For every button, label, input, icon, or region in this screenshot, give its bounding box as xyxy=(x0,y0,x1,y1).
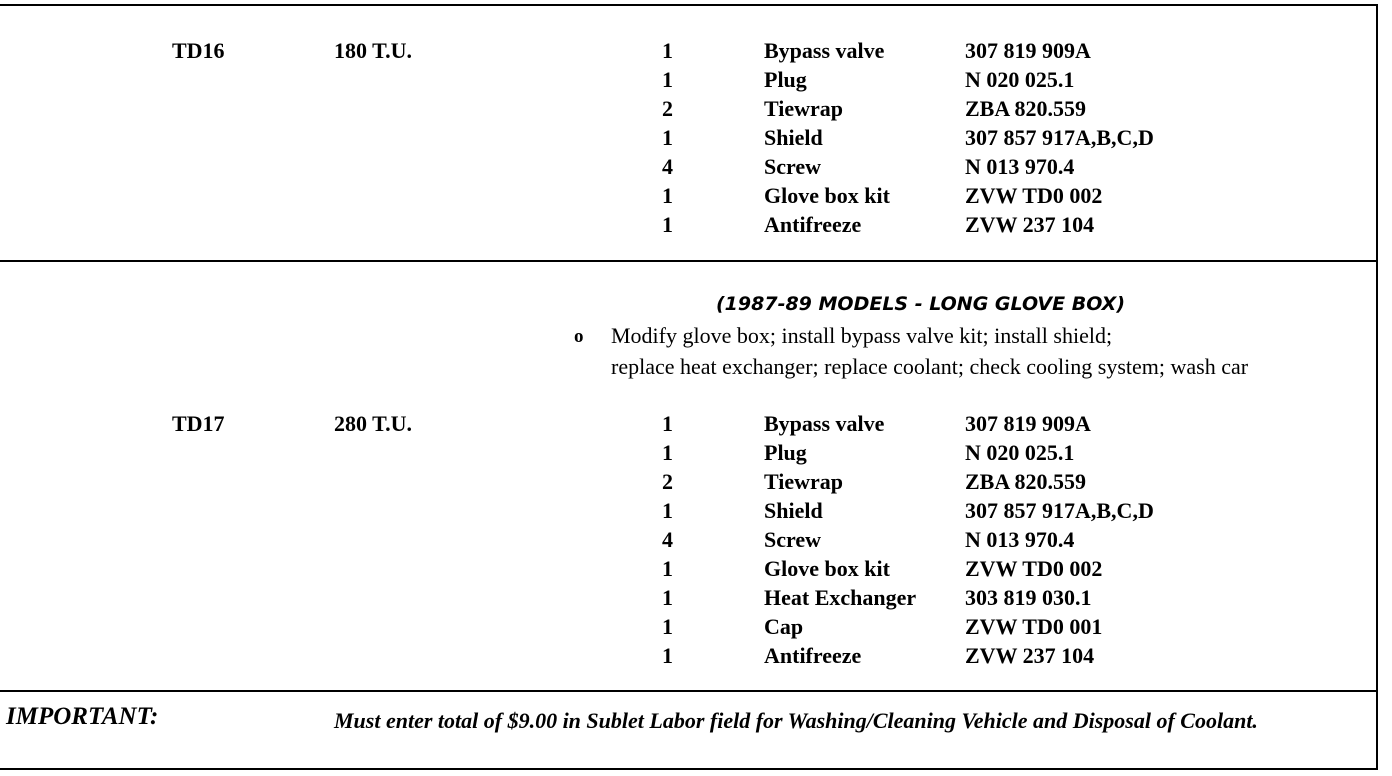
table-row xyxy=(0,467,1378,496)
table-row xyxy=(0,641,1378,670)
part-item: Cap xyxy=(764,614,804,639)
part-number: N 013 970.4 xyxy=(965,527,1075,552)
part-qty: 1 xyxy=(662,212,673,237)
part-item: Shield xyxy=(764,125,823,150)
table-row xyxy=(0,583,1378,612)
part-number: 303 819 030.1 xyxy=(965,585,1092,610)
part-number: N 020 025.1 xyxy=(965,67,1075,92)
part-item: Antifreeze xyxy=(764,212,862,237)
part-qty: 2 xyxy=(662,96,673,121)
part-item: Glove box kit xyxy=(764,183,890,208)
table-row xyxy=(0,181,1378,210)
table-row xyxy=(0,65,1378,94)
part-qty: 1 xyxy=(662,585,673,610)
table-row xyxy=(0,554,1378,583)
part-item: Tiewrap xyxy=(764,96,844,121)
part-item: Antifreeze xyxy=(764,643,862,668)
part-item: Plug xyxy=(764,67,807,92)
part-item: Tiewrap xyxy=(764,469,844,494)
part-number: 307 857 917A,B,C,D xyxy=(965,125,1154,150)
part-qty: 1 xyxy=(662,411,673,436)
part-item: Bypass valve xyxy=(764,38,885,63)
instructions-line-1: Modify glove box; install bypass valve kit; install shield; xyxy=(611,323,1113,348)
part-number: ZVW TD0 002 xyxy=(965,556,1103,581)
part-qty: 1 xyxy=(662,440,673,465)
part-item: Bypass valve xyxy=(764,411,885,436)
part-number: 307 857 917A,B,C,D xyxy=(965,498,1154,523)
section-units: 180 T.U. xyxy=(334,38,413,63)
instructions-line-2: replace heat exchanger; replace coolant; check cooling system; wash car xyxy=(611,354,1249,379)
part-item: Shield xyxy=(764,498,823,523)
part-number: N 013 970.4 xyxy=(965,154,1075,179)
important-text: Must enter total of $9.00 in Sublet Labor field for Washing/Cleaning Vehicle and Disposal of Coolant. xyxy=(334,708,1258,733)
part-qty: 1 xyxy=(662,125,673,150)
parts-list xyxy=(0,409,1378,670)
table-row xyxy=(0,438,1378,467)
part-qty: 4 xyxy=(662,527,673,552)
part-qty: 2 xyxy=(662,469,673,494)
part-item: Glove box kit xyxy=(764,556,890,581)
part-number: ZBA 820.559 xyxy=(965,96,1087,121)
important-label: IMPORTANT: xyxy=(6,703,159,730)
section-units: 280 T.U. xyxy=(334,411,413,436)
part-item: Plug xyxy=(764,440,807,465)
part-item: Screw xyxy=(764,154,822,179)
section-divider xyxy=(0,260,1378,262)
model-heading: (1987-89 MODELS - LONG GLOVE BOX) xyxy=(716,293,1126,315)
table-row xyxy=(0,123,1378,152)
part-item: Heat Exchanger xyxy=(764,585,917,610)
table-row xyxy=(0,525,1378,554)
instructions xyxy=(611,320,1378,382)
part-qty: 1 xyxy=(662,614,673,639)
part-number: ZVW TD0 002 xyxy=(965,183,1103,208)
table-row xyxy=(0,152,1378,181)
part-item: Screw xyxy=(764,527,822,552)
table-row xyxy=(0,94,1378,123)
footer-divider xyxy=(0,690,1378,692)
table-row xyxy=(0,496,1378,525)
part-qty: 1 xyxy=(662,643,673,668)
part-qty: 1 xyxy=(662,556,673,581)
part-qty: 1 xyxy=(662,498,673,523)
part-number: N 020 025.1 xyxy=(965,440,1075,465)
parts-list xyxy=(0,36,1378,239)
table-row xyxy=(0,409,1378,438)
part-qty: 4 xyxy=(662,154,673,179)
table-row xyxy=(0,210,1378,239)
part-number: 307 819 909A xyxy=(965,38,1091,63)
part-number: ZVW 237 104 xyxy=(965,643,1095,668)
table-row xyxy=(0,36,1378,65)
section-code: TD16 xyxy=(172,38,225,63)
table-row xyxy=(0,612,1378,641)
bullet-marker: o xyxy=(574,326,584,347)
part-number: ZVW TD0 001 xyxy=(965,614,1103,639)
part-qty: 1 xyxy=(662,183,673,208)
part-qty: 1 xyxy=(662,67,673,92)
part-qty: 1 xyxy=(662,38,673,63)
part-number: 307 819 909A xyxy=(965,411,1091,436)
section-code: TD17 xyxy=(172,411,225,436)
part-number: ZBA 820.559 xyxy=(965,469,1087,494)
part-number: ZVW 237 104 xyxy=(965,212,1095,237)
